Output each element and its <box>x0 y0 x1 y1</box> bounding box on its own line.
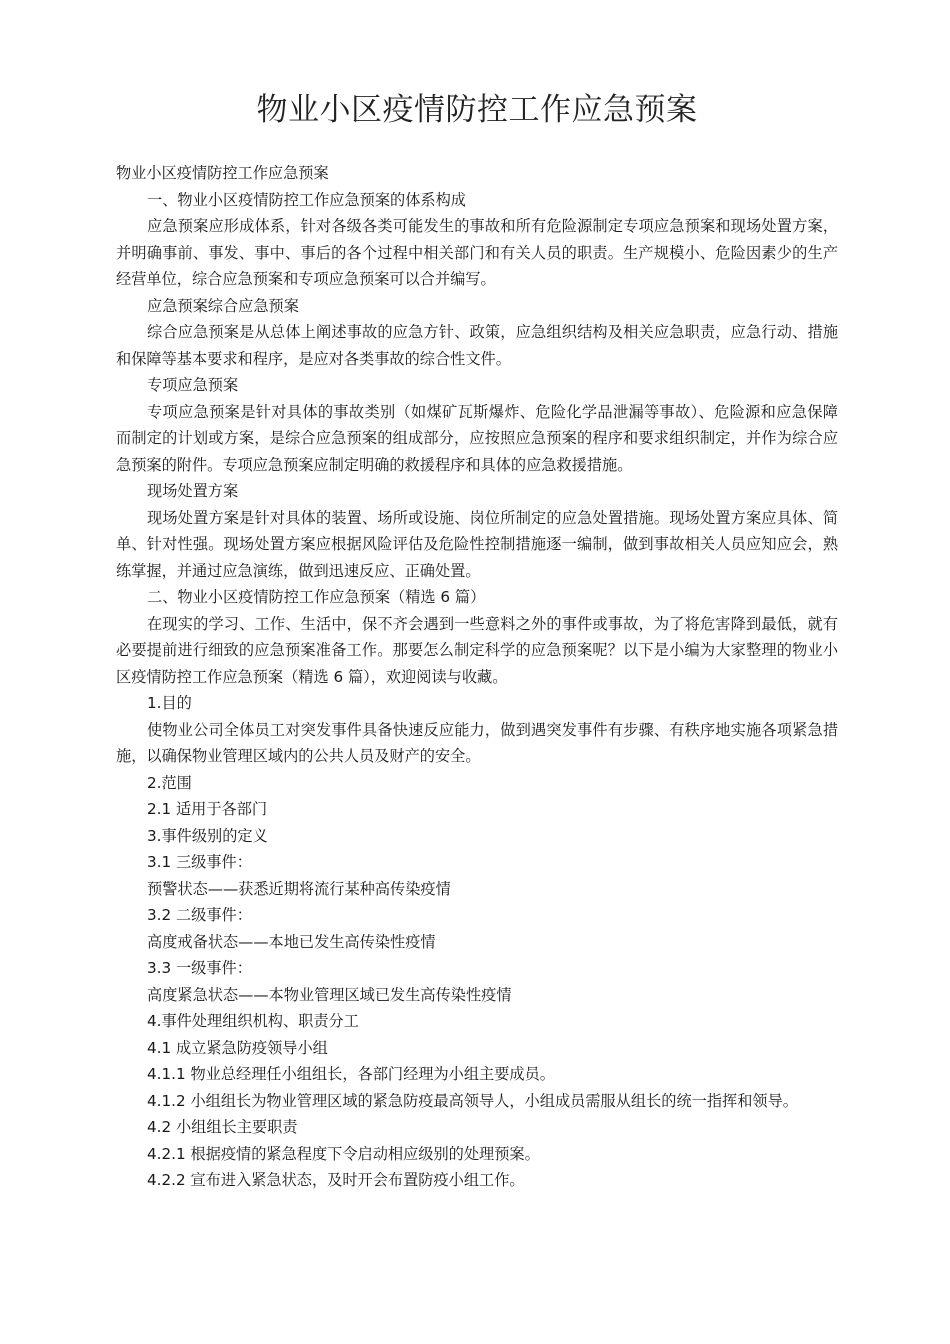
paragraph: 一、物业小区疫情防控工作应急预案的体系构成 <box>147 190 466 209</box>
paragraph: 4.事件处理组织机构、职责分工 <box>147 1012 359 1030</box>
paragraph: 专项应急预案 <box>147 376 239 394</box>
paragraph: 4.1.2 小组组长为物业管理区域的紧急防疫最高领导人，小组成员需服从组长的统一指挥和领导。 <box>147 1091 798 1110</box>
paragraph: 4.1 成立紧急防疫领导小组 <box>147 1038 328 1057</box>
document-title: 物业小区疫情防控工作应急预案 <box>256 92 698 128</box>
paragraph: 4.2.2 宣布进入紧急状态，及时开会布置防疫小组工作。 <box>147 1171 525 1189</box>
paragraph: 3.3 一级事件： <box>147 959 252 977</box>
paragraph: 1.目的 <box>147 694 192 712</box>
paragraph: 高度戒备状态——本地已发生高传染性疫情 <box>147 932 436 951</box>
paragraph: 使物业公司全体员工对突发事件具备快速反应能力，做到遇突发事件有步骤、有秩序地实施各项紧急措施，以确保物业管理区域内的公共人员及财产的安全。 <box>116 720 838 765</box>
paragraph: 3.1 三级事件： <box>147 853 252 871</box>
paragraph: 专项应急预案是针对具体的事故类别（如煤矿瓦斯爆炸、危险化学品泄漏等事故）、危险源和应急保障而制定的计划或方案，是综合应急预案的组成部分，应按照应急预案的程序和要求组织制定，并作为综合应急预案的附件。专项应急预案应制定明确的救援程序和具体的应急救援措施。 <box>116 402 838 474</box>
paragraph: 应急预案应形成体系，针对各级各类可能发生的事故和所有危险源制定专项应急预案和现场处置方案，并明确事前、事发、事中、事后的各个过程中相关部门和有关人员的职责。生产规模小、危险因素少的生产经营单位，综合应急预案和专项应急预案可以合并编写。 <box>116 217 838 288</box>
paragraph: 应急预案综合应急预案 <box>147 296 299 315</box>
document-body <box>116 160 838 1194</box>
paragraph: 二、物业小区疫情防控工作应急预案（精选 6 篇） <box>147 588 486 606</box>
paragraph: 3.2 二级事件： <box>147 906 252 924</box>
paragraph: 高度紧急状态——本物业管理区域已发生高传染性疫情 <box>147 985 512 1004</box>
paragraph: 4.1.1 物业总经理任小组组长，各部门经理为小组主要成员。 <box>147 1065 555 1083</box>
paragraph: 2.范围 <box>147 773 192 792</box>
paragraph: 预警状态——获悉近期将流行某种高传染疫情 <box>147 879 451 898</box>
paragraph: 现场处置方案是针对具体的装置、场所或设施、岗位所制定的应急处置措施。现场处置方案应具体、简单、针对性强。现场处置方案应根据风险评估及危险性控制措施逐一编制，做到事故相关人员应知应会，熟练掌握，并通过应急演练，做到迅速反应、正确处置。 <box>116 508 838 580</box>
paragraph: 综合应急预案是从总体上阐述事故的应急方针、政策，应急组织结构及相关应急职责，应急行动、措施和保障等基本要求和程序，是应对各类事故的综合性文件。 <box>116 323 838 368</box>
paragraph: 现场处置方案 <box>147 482 239 500</box>
paragraph: 在现实的学习、工作、生活中，保不齐会遇到一些意料之外的事件或事故，为了将危害降到最低，就有必要提前进行细致的应急预案准备工作。那要怎么制定科学的应急预案呢？以下是小编为大家整理的物业小区疫情防控工作应急预案（精选 6 篇），欢迎阅读与收藏。 <box>116 614 838 686</box>
paragraph: 4.2 小组组长主要职责 <box>147 1118 298 1136</box>
paragraph: 4.2.1 根据疫情的紧急程度下令启动相应级别的处理预案。 <box>147 1144 540 1163</box>
paragraph: 3.事件级别的定义 <box>147 826 268 845</box>
paragraph: 2.1 适用于各部门 <box>147 800 268 818</box>
paragraph: 物业小区疫情防控工作应急预案 <box>116 164 329 182</box>
